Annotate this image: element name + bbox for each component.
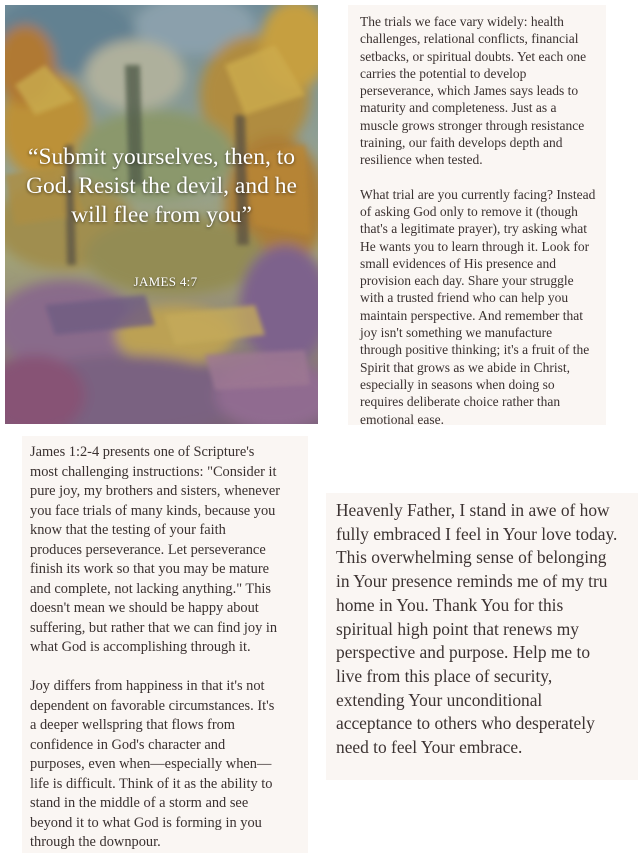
quote-image (5, 5, 318, 424)
paragraph: Joy differs from happiness in that it's not dependent on favorable circumstances. It's a deeper wellspring that flows from confidence in God's character and purposes, even when—especially when— life is difficult. Think of it as the ability to stand in the middle of a storm and see beyond it to what God is forming in you through the downpour. (30, 678, 275, 850)
scripture-quote: “Submit yourselves, then, to God. Resist the devil, and he will flee from you” (26, 144, 297, 228)
paragraph: What trial are you currently facing? Instead of asking God only to remove it (though that's a legitimate prayer), try asking what He wants you to learn through it. Look for small evidences of His presence and provision each day. Share your struggle with a trusted friend who can help you maintain perspective. And remember that joy isn't something we manufacture through positive thinking; it's a fruit of the Spirit that grows as we abide in Christ, especially in seasons when doing so requires deliberate choice rather than emotional ease. (360, 186, 596, 427)
paragraph: James 1:2-4 presents one of Scripture's most challenging instructions: "Consider it pure joy, my brothers and sisters, whenever you face trials of many kinds, because you know that the testing of your faith produces perseverance. Let perseverance finish its work so that you may be mature and complete, not lacking anything." This doesn't mean we should be happy about suffering, but rather that we can find joy in what God is accomplishing through it. (30, 444, 281, 655)
prayer-text: Heavenly Father, I stand in awe of how fully embraced I feel in Your love today. This overwhelming sense of belonging in Your presence reminds me of my tru home in You. Thank You for this spiritual high point that renews my perspective and purpose. Help me to live from this place of security, extending Your unconditional acceptance to others who desperately need to feel Your embrace. (336, 500, 618, 758)
trials-text-card (348, 5, 606, 425)
james-text-card (22, 436, 308, 853)
paragraph: The trials we face vary widely: health challenges, relational conflicts, financial setbacks, or spiritual doubts. Yet each one carries the potential to develop perseverance, which James says leads to maturity and completeness. Just as a muscle grows stronger through resistance training, our faith develops depth and resilience when tested. (360, 14, 587, 168)
prayer-card (326, 493, 638, 780)
scripture-reference: JAMES 4:7 (133, 274, 198, 289)
